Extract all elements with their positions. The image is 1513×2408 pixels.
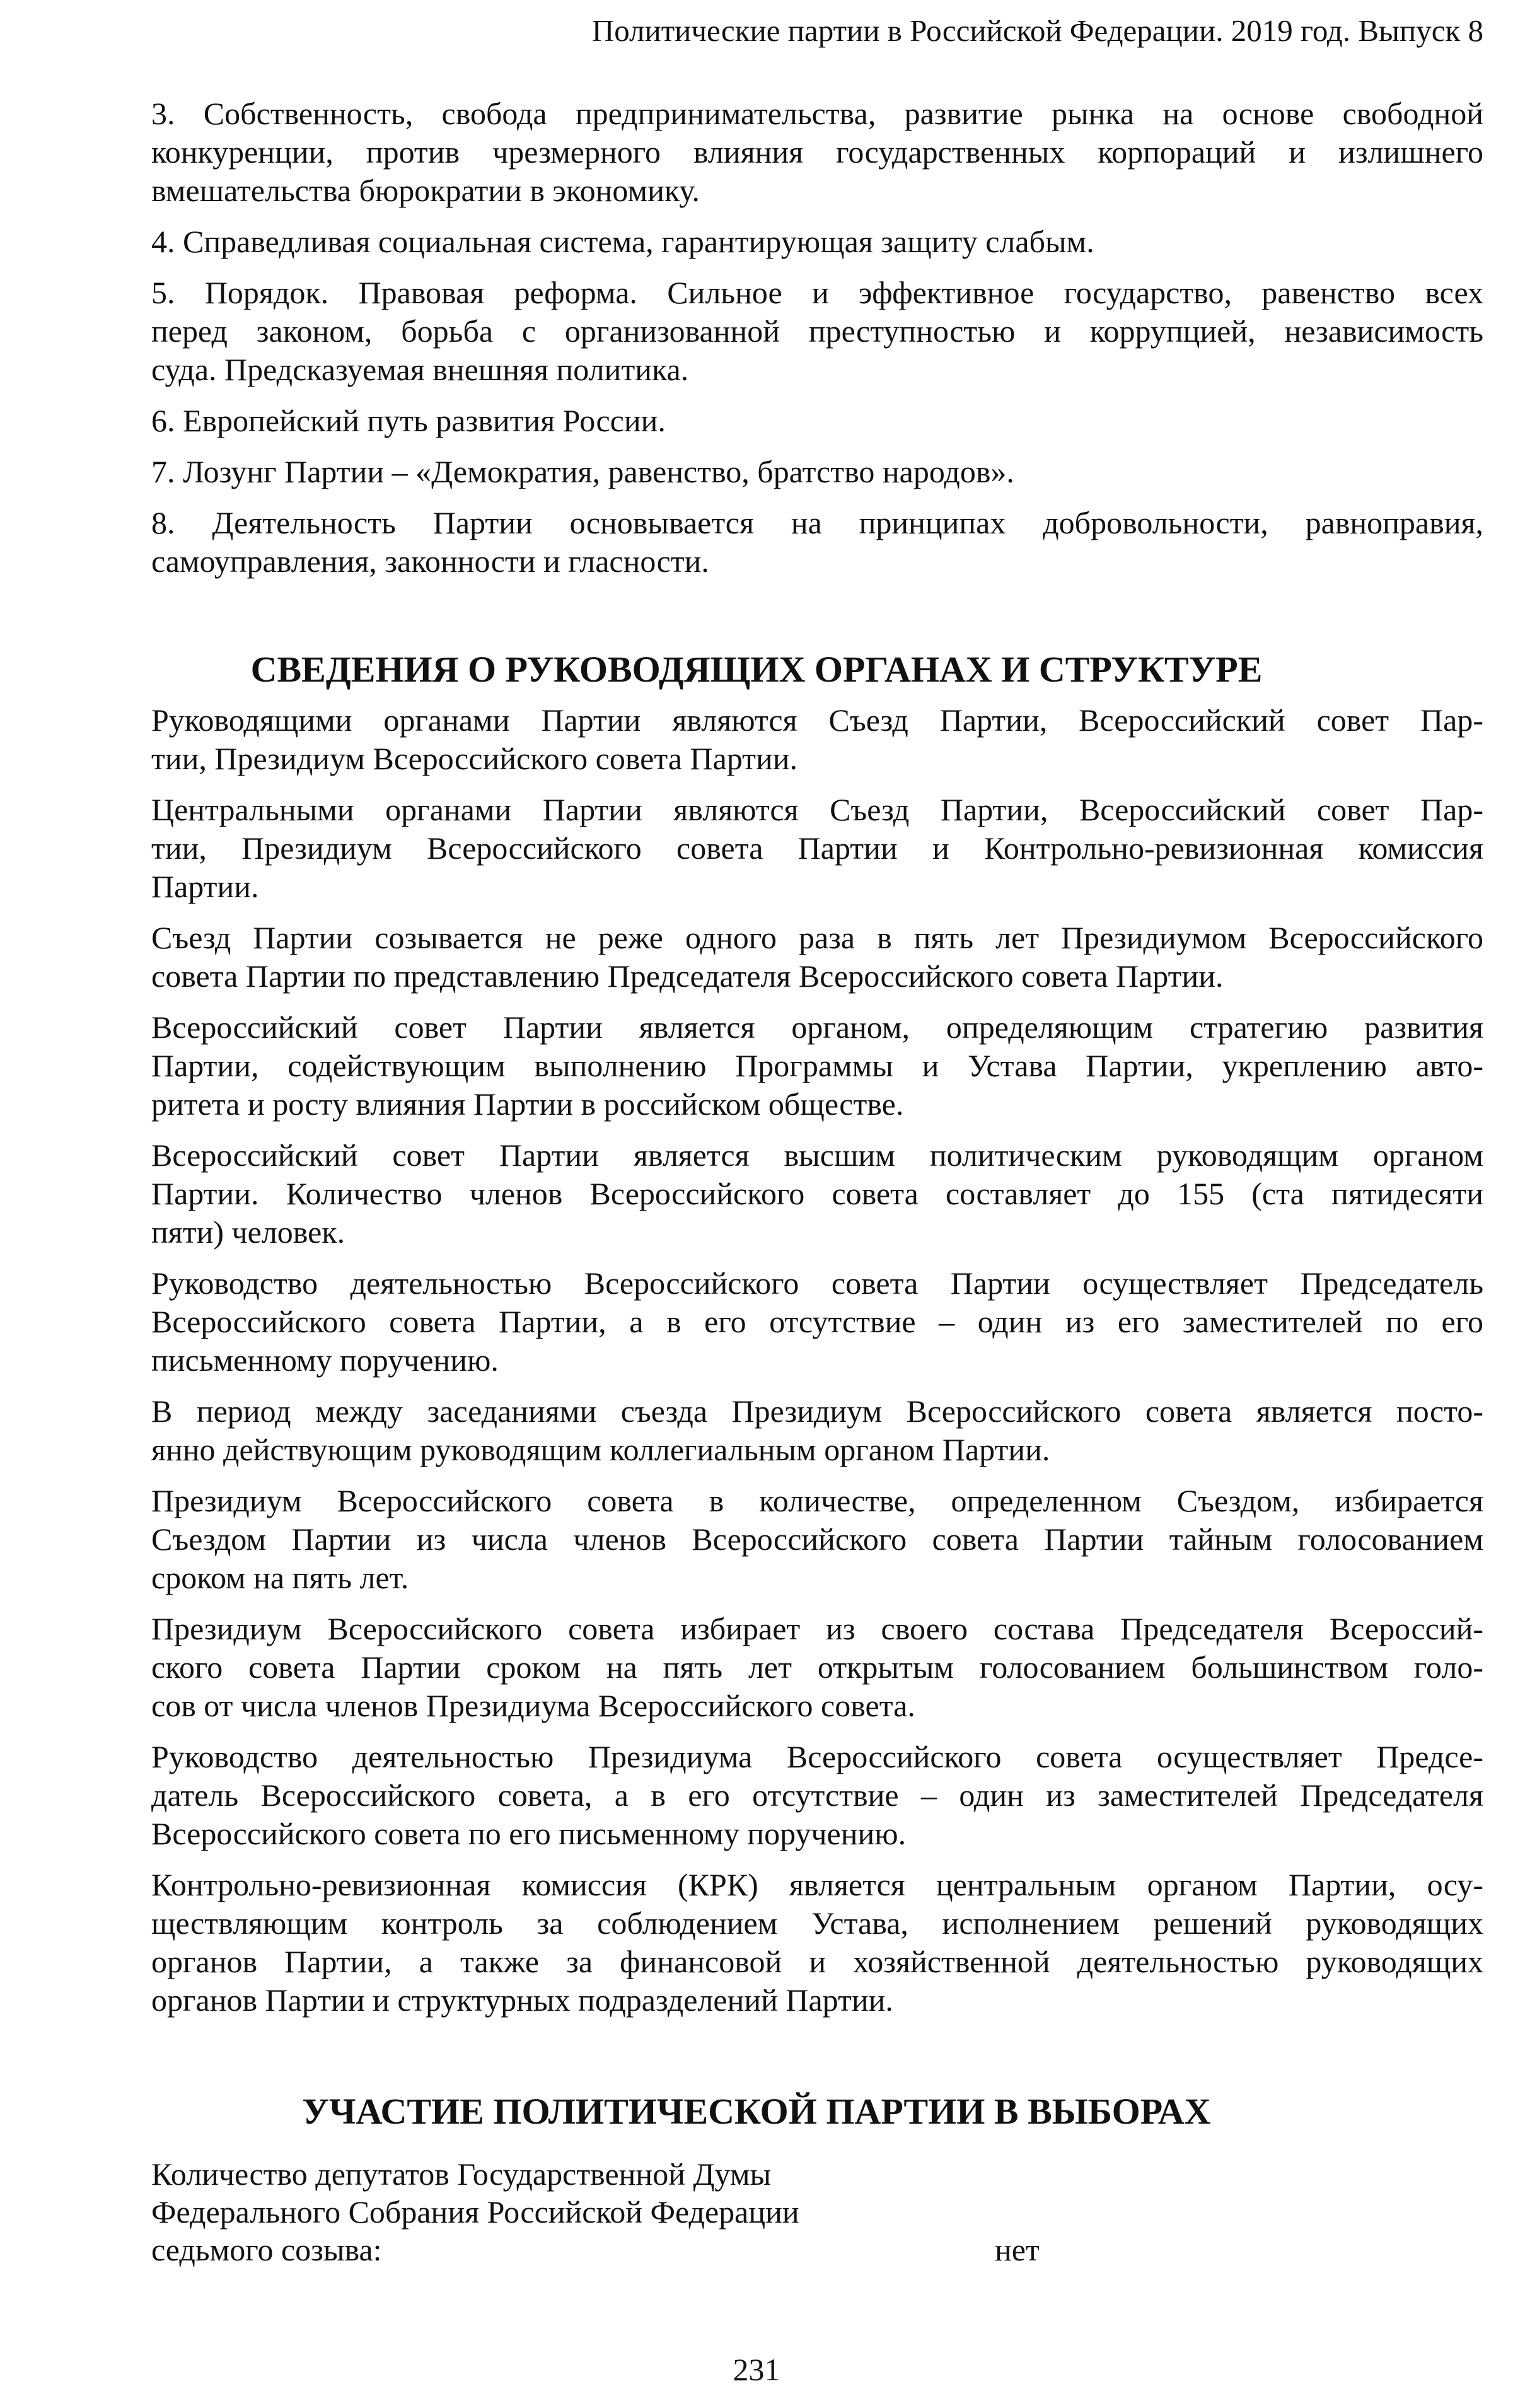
text-line: пяти) человек. <box>151 1214 345 1250</box>
duma-label-line-3 <box>151 2231 1483 2269</box>
paragraph <box>151 1392 1483 1469</box>
text-line: 3. Собственность, свобода предпринимательства, развитие рынка на основе свободной <box>151 96 1483 131</box>
paragraph <box>151 1264 1483 1380</box>
text-line: В период между заседаниями съезда Президиум Всероссийского совета является посто- <box>151 1393 1483 1429</box>
text-line: Президиум Всероссийского совета в количестве, определенном Съездом, избирается <box>151 1483 1483 1518</box>
text-line: органов Партии и структурных подразделений Партии. <box>151 1982 893 2018</box>
paragraph <box>151 919 1483 996</box>
text-line: Контрольно-ревизионная комиссия (КРК) является центральным органом Партии, осу- <box>151 1867 1483 1902</box>
text-line: тии, Президиум Всероссийского совета Партии. <box>151 741 798 776</box>
paragraph <box>151 223 1483 261</box>
text-line: Съездом Партии из числа членов Всероссийского совета Партии тайным голосованием <box>151 1521 1483 1557</box>
paragraph <box>151 402 1483 440</box>
text-line: самоуправления, законности и гласности. <box>151 544 709 579</box>
text-line: сов от числа членов Президиума Всероссийского совета. <box>151 1688 915 1723</box>
text-line: перед законом, борьба с организованной преступностью и коррупцией, независимость <box>151 313 1483 349</box>
governance-paragraphs <box>151 701 1483 2032</box>
text-line: Центральными органами Партии являются Съезд Партии, Всероссийский совет Пар- <box>151 792 1483 827</box>
text-line: Всероссийского совета по его письменному поручению. <box>151 1816 907 1851</box>
paragraph <box>151 701 1483 778</box>
duma-label-text: седьмого созыва: <box>151 2232 382 2267</box>
duma-deputies-value: нет <box>995 2232 1040 2267</box>
paragraph <box>151 274 1483 389</box>
text-line: ществляющим контроль за соблюдением Устава, исполнением решений руководящих <box>151 1905 1483 1941</box>
text-line: Всероссийский совет Партии является высшим политическим руководящим органом <box>151 1137 1483 1173</box>
text-line: органов Партии, а также за финансовой и хозяйственной деятельностью руководящих <box>151 1944 1483 1979</box>
section-heading-elections: УЧАСТИЕ ПОЛИТИЧЕСКОЙ ПАРТИИ В ВЫБОРАХ <box>302 2091 1211 2132</box>
text-line: Партии. <box>151 869 259 904</box>
paragraph <box>151 95 1483 210</box>
text-line: Съезд Партии созывается не реже одного раза в пять лет Президиумом Всероссийского <box>151 920 1483 955</box>
text-line: 5. Порядок. Правовая реформа. Сильное и эффективное государство, равенство всех <box>151 275 1483 310</box>
paragraph <box>151 791 1483 906</box>
text-line: Руководство деятельностью Всероссийского совета Партии осуществляет Председатель <box>151 1265 1483 1301</box>
paragraph <box>151 1866 1483 2020</box>
paragraph <box>151 1610 1483 1725</box>
text-line: ритета и росту влияния Партии в российском обществе. <box>151 1086 904 1122</box>
text-line: сроком на пять лет. <box>151 1560 409 1595</box>
paragraph <box>151 1136 1483 1252</box>
duma-label-line-1: Количество депутатов Государственной Думы <box>151 2156 772 2192</box>
text-line: совета Партии по представлению Председателя Всероссийского совета Партии. <box>151 958 1224 994</box>
text-line: конкуренции, против чрезмерного влияния государственных корпораций и излишнего <box>151 134 1483 170</box>
text-line: 6. Европейский путь развития России. <box>151 403 666 438</box>
paragraph <box>151 504 1483 581</box>
program-points <box>151 95 1483 593</box>
running-header: Политические партии в Российской Федерации. 2019 год. Выпуск 8 <box>591 13 1483 48</box>
text-line: письменному поручению. <box>151 1342 499 1378</box>
paragraph <box>151 1482 1483 1597</box>
text-line: суда. Предсказуемая внешняя политика. <box>151 352 689 387</box>
text-line: датель Всероссийского совета, а в его отсутствие – один из заместителей Председателя <box>151 1777 1483 1813</box>
paragraph <box>151 1738 1483 1853</box>
text-line: Президиум Всероссийского совета избирает из своего состава Председателя Всероссий- <box>151 1611 1483 1646</box>
text-line: Всероссийского совета Партии, а в его отсутствие – один из его заместителей по его <box>151 1304 1483 1339</box>
text-line: янно действующим руководящим коллегиальным органом Партии. <box>151 1432 1050 1467</box>
text-line: Руководящими органами Партии являются Съезд Партии, Всероссийский совет Пар- <box>151 702 1483 738</box>
text-line: тии, Президиум Всероссийского совета Партии и Контрольно-ревизионная комиссия <box>151 830 1483 866</box>
text-line: 4. Справедливая социальная система, гарантирующая защиту слабым. <box>151 224 1094 259</box>
section-heading-governance: СВЕДЕНИЯ О РУКОВОДЯЩИХ ОРГАНАХ И СТРУКТУРЕ <box>250 649 1263 690</box>
text-line: Партии, содействующим выполнению Программы и Устава Партии, укреплению авто- <box>151 1048 1483 1083</box>
text-line: 7. Лозунг Партии – «Демократия, равенство, братство народов». <box>151 454 1014 489</box>
text-line: 8. Деятельность Партии основывается на принципах добровольности, равноправия, <box>151 505 1483 540</box>
duma-deputies-block <box>151 2155 1483 2269</box>
text-line: вмешательства бюрократии в экономику. <box>151 173 700 208</box>
text-line: ского совета Партии сроком на пять лет открытым голосованием большинством голо- <box>151 1649 1483 1685</box>
duma-label-line-2: Федерального Собрания Российской Федерации <box>151 2194 799 2230</box>
text-line: Партии. Количество членов Всероссийского совета составляет до 155 (ста пятидесяти <box>151 1176 1483 1211</box>
paragraph <box>151 1008 1483 1124</box>
page-number: 231 <box>733 2352 780 2387</box>
text-line: Всероссийский совет Партии является органом, определяющим стратегию развития <box>151 1009 1483 1045</box>
paragraph <box>151 453 1483 491</box>
text-line: Руководство деятельностью Президиума Всероссийского совета осуществляет Предсе- <box>151 1739 1483 1774</box>
